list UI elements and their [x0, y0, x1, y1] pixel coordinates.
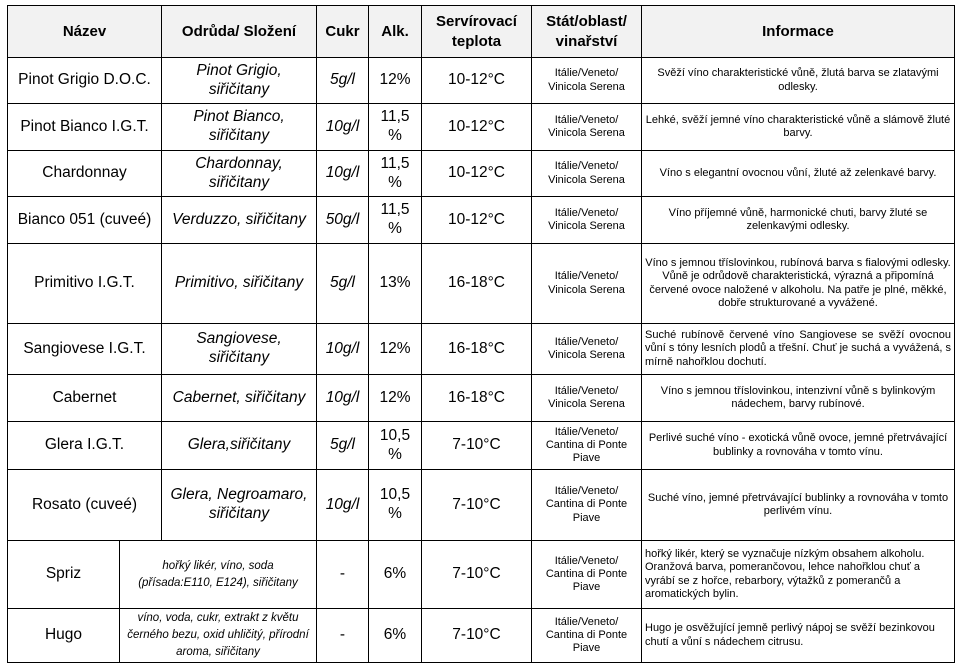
wine-info: Svěží víno charakteristické vůně, žlutá barva se zlatavými odlesky.: [642, 58, 955, 104]
drink-temperature: 7-10°C: [422, 609, 532, 663]
wine-alcohol: 12%: [369, 58, 422, 104]
wine-info: Lehké, svěží jemné víno charakteristické vůně a slámově žluté barvy.: [642, 104, 955, 151]
wine-name: Chardonnay: [8, 151, 162, 197]
wine-temperature: 16-18°C: [422, 375, 532, 422]
table-row: [8, 58, 955, 104]
wine-alcohol: 12%: [369, 375, 422, 422]
drink-name-cell: [8, 609, 317, 663]
wine-sugar: 10g/l: [317, 324, 369, 375]
table-row: [8, 470, 955, 541]
wine-temperature: 7-10°C: [422, 470, 532, 541]
header-alcohol: Alk.: [369, 6, 422, 58]
wine-name: Glera I.G.T.: [8, 422, 162, 470]
drink-sugar: -: [317, 541, 369, 609]
wine-alcohol: 11,5 %: [369, 104, 422, 151]
drink-info: hořký likér, který se vyznačuje nízkým obsahem alkoholu. Oranžová barva, pomerančovou, lehce nahořklou chuť a vyrábí se z hořce, rebarbory, výtažků z pomerančů a aromatických bylin.: [642, 541, 955, 609]
table-row: [8, 375, 955, 422]
wine-sugar: 10g/l: [317, 151, 369, 197]
wine-name: Primitivo I.G.T.: [8, 244, 162, 324]
wine-info: Suché víno, jemné přetrvávající bublinky a rovnováha v tomto perlivém vínu.: [642, 470, 955, 541]
wine-origin: Itálie/Veneto/ Vinicola Serena: [532, 324, 642, 375]
wine-info: Víno s jemnou tříslovinkou, rubínová barva s fialovými odlesky. Vůně je odrůdově charakteristická, výrazná a připomíná červené ovoce naložené v alkoholu. Na patře je plné, měkké, dobře strukturované a vyvážené.: [642, 244, 955, 324]
wine-sugar: 50g/l: [317, 197, 369, 244]
wine-info: Víno příjemné vůně, harmonické chuti, barvy žluté se zelenkavými odlesky.: [642, 197, 955, 244]
wine-variety: Chardonnay, siřičitany: [162, 151, 317, 197]
header-name: Název: [8, 6, 162, 58]
wine-temperature: 10-12°C: [422, 197, 532, 244]
wine-variety: Pinot Bianco, siřičitany: [162, 104, 317, 151]
wine-name: Bianco 051 (cuveé): [8, 197, 162, 244]
wine-variety: Primitivo, siřičitany: [162, 244, 317, 324]
wine-name: Sangiovese I.G.T.: [8, 324, 162, 375]
wine-sugar: 5g/l: [317, 422, 369, 470]
header-origin: Stát/oblast/ vinařství: [532, 6, 642, 58]
table-row: [8, 324, 955, 375]
wine-name: Pinot Bianco I.G.T.: [8, 104, 162, 151]
drink-origin: Itálie/Veneto/ Cantina di Ponte Piave: [532, 541, 642, 609]
header-sugar: Cukr: [317, 6, 369, 58]
wine-name: Cabernet: [8, 375, 162, 422]
drink-variety: víno, voda, cukr, extrakt z květu černého bezu, oxid uhličitý, přírodní aroma, siřičitany: [127, 612, 309, 658]
wine-variety: Glera, Negroamaro, siřičitany: [162, 470, 317, 541]
wine-temperature: 16-18°C: [422, 324, 532, 375]
wine-origin: Itálie/Veneto/ Vinicola Serena: [532, 58, 642, 104]
wine-variety: Verduzzo, siřičitany: [162, 197, 317, 244]
wine-sugar: 10g/l: [317, 104, 369, 151]
wine-origin: Itálie/Veneto/ Cantina di Ponte Piave: [532, 470, 642, 541]
header-variety: Odrůda/ Složení: [162, 6, 317, 58]
wine-temperature: 16-18°C: [422, 244, 532, 324]
table-row: [8, 244, 955, 324]
drink-variety: hořký likér, víno, soda (přísada:E110, E124), siřičitany: [138, 559, 298, 589]
wine-alcohol: 12%: [369, 324, 422, 375]
wine-alcohol: 13%: [369, 244, 422, 324]
wine-origin: Itálie/Veneto/ Vinicola Serena: [532, 244, 642, 324]
drink-info: Hugo je osvěžující jemně perlivý nápoj se svěží bezinkovou chutí a vůní s nádechem citrusu.: [642, 609, 955, 663]
drink-name-cell: [8, 541, 317, 609]
table-row: [8, 104, 955, 151]
wine-variety: Cabernet, siřičitany: [162, 375, 317, 422]
wine-origin: Itálie/Veneto/ Cantina di Ponte Piave: [532, 422, 642, 470]
wine-variety: Glera,siřičitany: [162, 422, 317, 470]
table-row: [8, 609, 955, 663]
wine-alcohol: 11,5 %: [369, 151, 422, 197]
wine-origin: Itálie/Veneto/ Vinicola Serena: [532, 151, 642, 197]
wine-temperature: 10-12°C: [422, 104, 532, 151]
wine-origin: Itálie/Veneto/ Vinicola Serena: [532, 375, 642, 422]
wine-info: Víno s jemnou tříslovinkou, intenzivní vůně s bylinkovým nádechem, barvy rubínové.: [642, 375, 955, 422]
table-row: [8, 541, 955, 609]
drink-alcohol: 6%: [369, 609, 422, 663]
wine-name: Pinot Grigio D.O.C.: [8, 58, 162, 104]
wine-sugar: 5g/l: [317, 244, 369, 324]
wine-alcohol: 10,5 %: [369, 470, 422, 541]
drink-sugar: -: [317, 609, 369, 663]
wine-temperature: 10-12°C: [422, 151, 532, 197]
wine-info: Víno s elegantní ovocnou vůní, žluté až zelenkavé barvy.: [642, 151, 955, 197]
table-row: [8, 151, 955, 197]
wine-name: Rosato (cuveé): [8, 470, 162, 541]
wine-alcohol: 11,5 %: [369, 197, 422, 244]
wine-temperature: 10-12°C: [422, 58, 532, 104]
wine-origin: Itálie/Veneto/ Vinicola Serena: [532, 104, 642, 151]
wine-info: Perlivé suché víno - exotická vůně ovoce, jemné přetrvávající bublinky a rovnováha v tomto vínu.: [642, 422, 955, 470]
header-info: Informace: [642, 6, 955, 58]
wine-variety: Pinot Grigio, siřičitany: [162, 58, 317, 104]
wine-origin: Itálie/Veneto/ Vinicola Serena: [532, 197, 642, 244]
wine-alcohol: 10,5 %: [369, 422, 422, 470]
wine-sugar: 5g/l: [317, 58, 369, 104]
table-row: [8, 422, 955, 470]
drink-name: Hugo: [8, 609, 120, 662]
wine-variety: Sangiovese, siřičitany: [162, 324, 317, 375]
header-temperature: Servírovací teplota: [422, 6, 532, 58]
drink-temperature: 7-10°C: [422, 541, 532, 609]
drink-origin: Itálie/Veneto/ Cantina di Ponte Piave: [532, 609, 642, 663]
header-row: [8, 6, 955, 58]
wine-sugar: 10g/l: [317, 470, 369, 541]
drink-alcohol: 6%: [369, 541, 422, 609]
table-row: [8, 197, 955, 244]
wine-info: Suché rubínově červené víno Sangiovese se svěží ovocnou vůní s tóny lesních plodů a třešní. Chuť je suchá a vyvážená, s mírně nahořklou dochutí.: [642, 324, 955, 375]
drink-name: Spriz: [8, 541, 120, 608]
wine-sugar: 10g/l: [317, 375, 369, 422]
wine-table: [7, 5, 955, 663]
wine-temperature: 7-10°C: [422, 422, 532, 470]
